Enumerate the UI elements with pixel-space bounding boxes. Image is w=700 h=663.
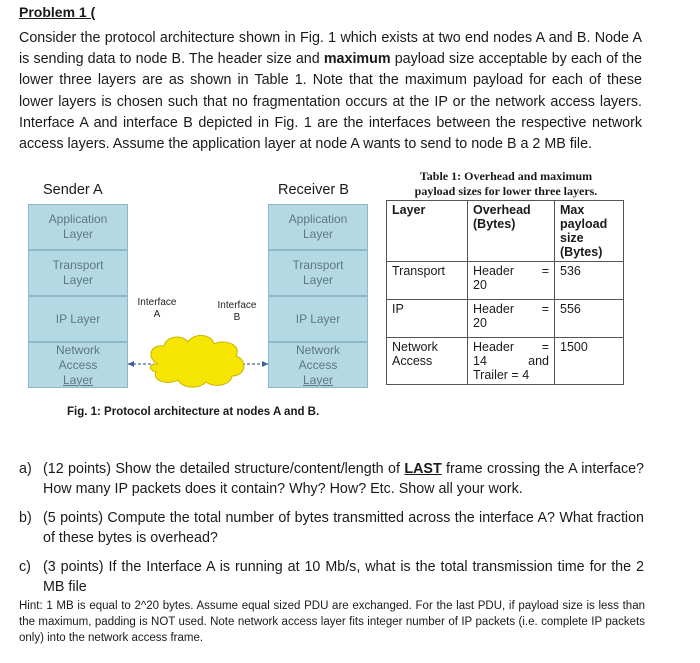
interface-b-text: Interface	[217, 300, 257, 311]
table-caption-line-1: Table 1: Overhead and maximum	[419, 169, 593, 183]
cell-text: =	[541, 264, 549, 278]
question-a	[19, 459, 644, 499]
cell-text: Header	[473, 302, 514, 316]
table-row	[387, 262, 624, 300]
table-row	[387, 300, 624, 338]
cell-max: 1500	[555, 338, 624, 385]
interface-b-label	[214, 300, 260, 324]
sender-network-access-layer	[28, 342, 128, 388]
receiver-stack	[268, 204, 368, 388]
interface-a-letter: A	[153, 309, 161, 320]
question-c	[19, 557, 644, 597]
table-caption	[386, 169, 626, 199]
cell-overhead	[468, 338, 555, 385]
cell-text: 20	[473, 316, 487, 330]
cell-text: Trailer = 4	[473, 368, 530, 382]
layer-text: Layer	[62, 273, 94, 287]
cell-text: =	[541, 340, 549, 354]
cell-text: 20	[473, 278, 487, 292]
header-max-1: Max	[560, 203, 585, 217]
network-link-diagram	[128, 330, 268, 390]
problem-intro	[19, 28, 642, 155]
interface-a-label	[134, 297, 180, 321]
sender-application-layer	[28, 204, 128, 250]
cell-layer	[387, 338, 468, 385]
cell-text: IP	[392, 302, 404, 316]
layer-text: Layer	[62, 372, 94, 387]
cell-max: 556	[555, 300, 624, 338]
layer-text: IP Layer	[55, 311, 101, 326]
layer-text: Application	[48, 212, 108, 226]
intro-bold-word: maximum	[323, 51, 391, 68]
cell-layer	[387, 262, 468, 300]
layer-text: Layer	[302, 227, 334, 241]
receiver-network-access-layer	[268, 342, 368, 388]
receiver-transport-layer	[268, 250, 368, 296]
cell-layer	[387, 300, 468, 338]
layer-text: Transport	[292, 258, 344, 272]
header-max-4: (Bytes)	[560, 245, 603, 259]
table-header-row	[387, 201, 624, 262]
question-label: c)	[19, 559, 31, 575]
question-text: (3 points) If the Interface A is running at 10 Mb/s, what is the total transmission time for the 2 MB file	[43, 559, 644, 595]
cell-text: Header	[473, 340, 514, 354]
cell-text: Access	[392, 354, 433, 368]
header-overhead-1: Overhead	[473, 203, 531, 217]
layer-text: Access	[298, 357, 338, 372]
question-emphasis: LAST	[404, 461, 442, 477]
question-text: frame crossing the A interface? How many IP packets does it contain? Why? How? Etc. Show all your work.	[43, 461, 645, 497]
question-b	[19, 508, 644, 548]
cell-text: 14	[473, 354, 487, 368]
arrow-left-icon	[128, 361, 134, 367]
intro-text-1: Consider the protocol architecture shown in Fig. 1 which exists at two end nodes A and B. Node A is sending data to node B. The header size and	[19, 30, 642, 68]
layer-text: Transport	[52, 258, 104, 272]
header-max-2: payload	[560, 217, 608, 231]
layer-text: Network	[295, 342, 340, 357]
cell-text: Transport	[392, 264, 446, 278]
sender-transport-layer	[28, 250, 128, 296]
intro-text-2: payload size acceptable by each of the lower three layers are as shown in Table 1. Note that the maximum payload for each of these lower layers is chosen such that no fragmentation occurs at the IP or the network access layers. Interface A and interface B depicted in Fig. 1 are the interfaces between the respective network access layers. Assume the application layer at node A wants to send to node B a 2 MB file.	[19, 51, 642, 153]
cell-text: Network	[392, 340, 438, 354]
sender-stack	[28, 204, 128, 388]
interface-b-letter: B	[233, 312, 241, 323]
layer-text: Layer	[302, 273, 334, 287]
cell-max: 536	[555, 262, 624, 300]
question-label: b)	[19, 510, 32, 526]
question-list	[19, 459, 644, 606]
table-row	[387, 338, 624, 385]
header-overhead	[468, 201, 555, 262]
layer-text: IP Layer	[295, 311, 341, 326]
problem-title: Problem 1 (	[19, 4, 96, 20]
cloud-icon	[150, 335, 244, 387]
hint-text: Hint: 1 MB is equal to 2^20 bytes. Assume equal sized PDU are exchanged. For the last PDU, if payload size is less than the maximum, padding is NOT used. Note network access layer fits integer number of IP packets (i.e. complete IP packets only) into the network access frame.	[19, 600, 645, 644]
layer-text: Layer	[62, 227, 94, 241]
question-label: a)	[19, 461, 32, 477]
receiver-ip-layer	[268, 296, 368, 342]
header-max-3: size	[560, 231, 584, 245]
figure-caption: Fig. 1: Protocol architecture at nodes A and B.	[67, 406, 320, 418]
layer-text: Layer	[302, 372, 334, 387]
layer-text: Network	[55, 342, 100, 357]
receiver-label: Receiver B	[278, 182, 349, 198]
layer-text: Access	[58, 357, 98, 372]
arrow-right-icon	[262, 361, 268, 367]
interface-a-text: Interface	[137, 297, 177, 308]
header-overhead-2: (Bytes)	[473, 217, 516, 231]
overhead-table	[386, 200, 624, 385]
cell-overhead	[468, 262, 555, 300]
receiver-application-layer	[268, 204, 368, 250]
cell-overhead	[468, 300, 555, 338]
cell-text: =	[541, 302, 549, 316]
header-layer: Layer	[387, 201, 468, 262]
question-text: (12 points) Show the detailed structure/content/length of	[43, 461, 405, 477]
question-text: (5 points) Compute the total number of bytes transmitted across the interface A? What fraction of these bytes is overhead?	[43, 510, 644, 546]
cell-text: and	[528, 354, 549, 368]
sender-label: Sender A	[43, 182, 103, 198]
layer-text: Application	[288, 212, 348, 226]
header-max-payload	[555, 201, 624, 262]
cell-text: Header	[473, 264, 514, 278]
table-caption-line-2: payload sizes for lower three layers.	[414, 184, 598, 198]
sender-ip-layer	[28, 296, 128, 342]
